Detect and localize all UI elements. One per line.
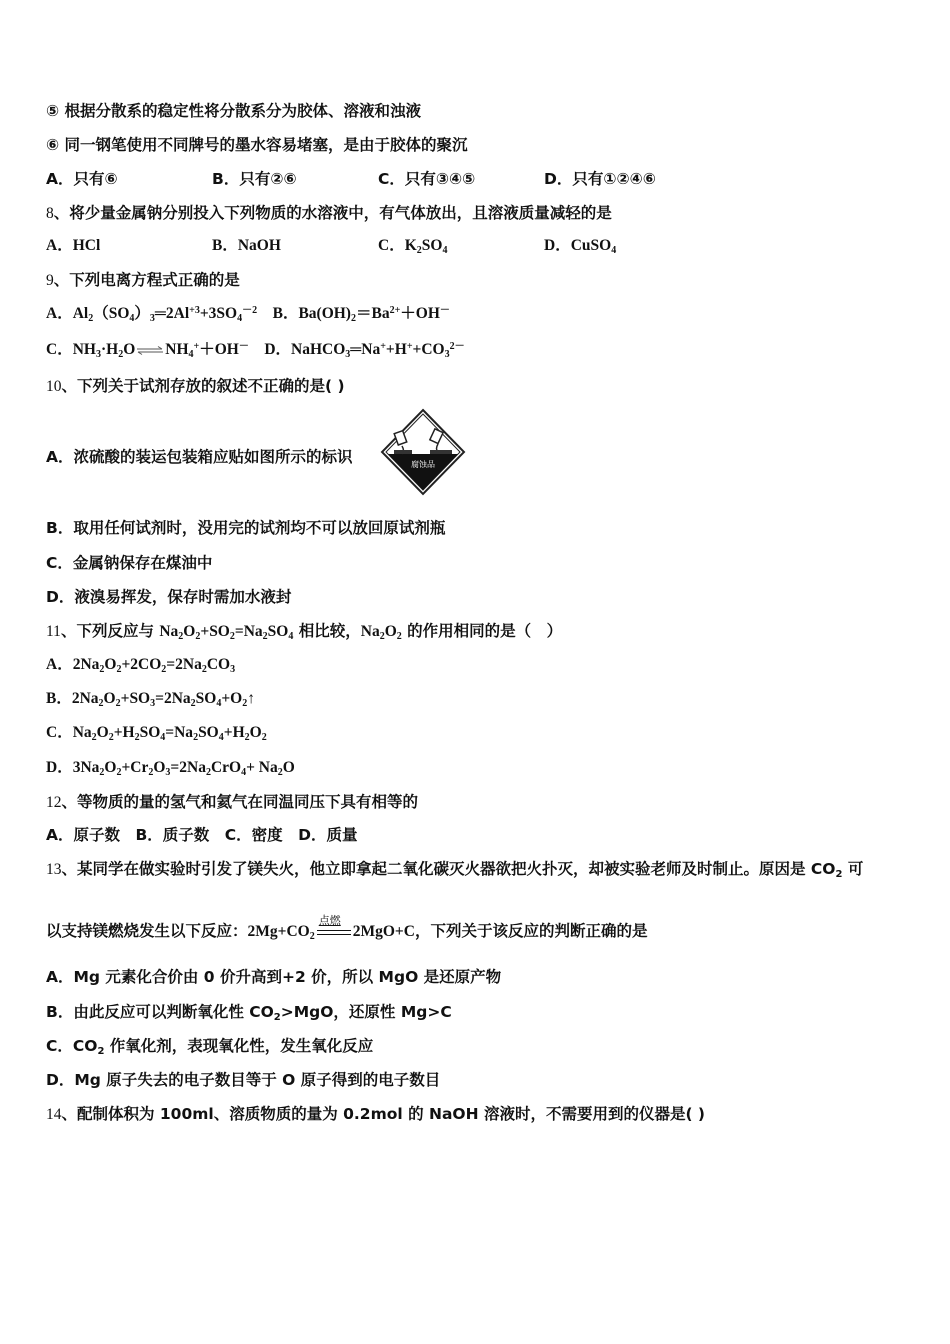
corrosive-hazard-sign-icon: [380, 408, 466, 496]
q8-option-d: D．CuSO$_4$: [544, 237, 617, 256]
q9-options-cd: C．$NH_3\cdot H_2O$ $NH_4^++OH^-$ D．$NaHCO_3═Na^++H^++CO_3^{2-}$: [46, 341, 465, 360]
q14-stem: 14、配制体积为 100ml、溶质物质的量为 0.2mol 的 NaOH 溶液时，不需要用到的仪器是( ): [46, 1105, 706, 1123]
q12-options: A．原子数 B．质子数 C．密度 D．质量: [46, 826, 358, 844]
q10-stem: 10、下列关于试剂存放的叙述不正确的是( ): [46, 377, 345, 395]
q8-option-a: A．HCl: [46, 237, 101, 254]
q11-stem: 11、下列反应与 $Na_2O_2+SO_2=Na_2SO_4$ 相比较，$Na_2O_2$ 的作用相同的是（ ）: [46, 622, 563, 642]
q8-option-b: B．NaOH: [212, 237, 281, 254]
statement-6: ⑥ 同一钢笔使用不同牌号的墨水容易堵塞，是由于胶体的聚沉: [46, 136, 468, 154]
q9-options-ab: A．$Al_2(SO_4)_3═2Al^{+3}+3SO_4^{-2}$ B．$Ba(OH)_2=Ba^{2+}+OH^-$: [46, 305, 450, 324]
q8-option-c: C．$K_2SO_4$: [378, 237, 448, 256]
q10-option-c: C．金属钠保存在煤油中: [46, 554, 213, 572]
q13-option-a: A．Mg 元素化合价由 0 价升高到+2 价，所以 MgO 是还原产物: [46, 968, 502, 986]
q13-stem-line2: 以支持镁燃烧发生以下反应：$2Mg+CO_2$ 点燃 2MgO+C，下列关于该反应的判断正确的是: [46, 913, 648, 942]
q7-option-a: A．只有⑥: [46, 170, 118, 188]
q13-option-c: C．$CO_2$ 作氧化剂，表现氧化性，发生氧化反应: [46, 1037, 374, 1057]
sign-label: 腐蚀品: [411, 460, 435, 469]
q11-option-d: D．$3Na_2O_2+Cr_2O_3=2Na_2CrO_4+ Na_2O$: [46, 759, 295, 778]
q11-option-a: A．$2Na_2O_2+2CO_2=2Na_2CO_3$: [46, 656, 236, 675]
reaction-condition: 点燃: [315, 925, 353, 939]
q10-option-d: D．液溴易挥发，保存时需加水液封: [46, 588, 292, 606]
q7-option-d: D．只有①②④⑥: [544, 170, 656, 188]
q7-option-b: B．只有②⑥: [212, 170, 297, 188]
q7-option-c: C．只有③④⑤: [378, 170, 476, 188]
q8-stem: 8、将少量金属钠分别投入下列物质的水溶液中，有气体放出，且溶液质量减轻的是: [46, 204, 612, 222]
q13-option-b: B．由此反应可以判断氧化性 $CO_2>MgO$，还原性 Mg>C: [46, 1003, 452, 1023]
q10-option-b: B．取用任何试剂时，没用完的试剂均不可以放回原试剂瓶: [46, 519, 446, 537]
q11-option-c: C．$Na_2O_2+H_2SO_4=Na_2SO_4+H_2O_2$: [46, 724, 267, 743]
reversible-arrow-icon: [136, 346, 164, 355]
statement-5: ⑤ 根据分散系的稳定性将分散系分为胶体、溶液和浊液: [46, 102, 422, 120]
q13-option-d: D．Mg 原子失去的电子数目等于 O 原子得到的电子数目: [46, 1071, 441, 1089]
q11-option-b: B．$2Na_2O_2+SO_3=2Na_2SO_4+O_2↑$: [46, 690, 255, 709]
q13-stem-line1: 13、某同学在做实验时引发了镁失火，他立即拿起二氧化碳灭火器欲把火扑灭，却被实验老师及时制止。原因是 $CO_2$ 可: [46, 860, 864, 880]
q12-stem: 12、等物质的量的氢气和氦气在同温同压下具有相等的: [46, 793, 419, 811]
q10-option-a: A．浓硫酸的装运包装箱应贴如图所示的标识: [46, 448, 353, 466]
q9-stem: 9、下列电离方程式正确的是: [46, 271, 240, 289]
